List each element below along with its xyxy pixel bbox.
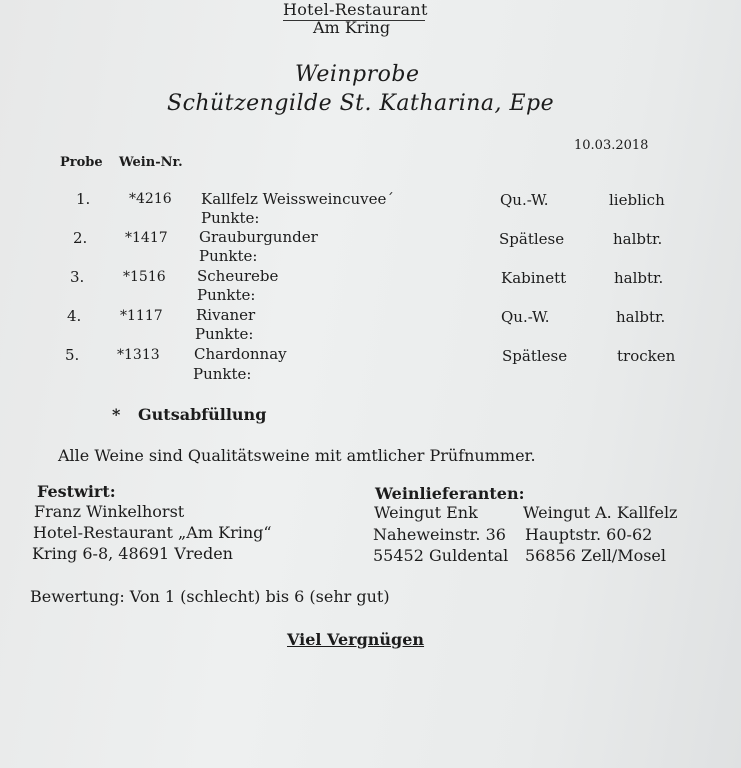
hotel-place: Am Kring	[313, 18, 391, 37]
wine-quality: Qu.-W.	[500, 191, 549, 209]
supplier-1-name: Weingut Enk	[374, 503, 478, 522]
wine-quality: Qu.-W.	[501, 308, 550, 326]
wine-name: Chardonnay	[194, 345, 287, 363]
page-title: Weinprobe	[295, 62, 420, 87]
column-header-wine-number: Wein-Nr.	[119, 155, 183, 170]
supplier-2-street: Hauptstr. 60-62	[525, 525, 653, 544]
wine-name: Kallfelz Weissweincuvee´	[201, 190, 394, 208]
probe-number: 5.	[65, 346, 80, 364]
points-label: Punkte:	[197, 286, 256, 304]
points-label: Punkte:	[201, 209, 260, 227]
wine-name: Scheurebe	[197, 267, 279, 285]
wine-taste: halbtr.	[616, 308, 666, 326]
wine-quality: Spätlese	[499, 230, 565, 248]
wine-quality: Kabinett	[501, 269, 567, 287]
event-date: 10.03.2018	[574, 138, 649, 153]
host-venue: Hotel-Restaurant „Am Kring“	[33, 523, 272, 542]
probe-number: 3.	[70, 268, 85, 286]
host-name: Franz Winkelhorst	[34, 502, 185, 521]
footnote-symbol: *	[112, 405, 121, 424]
hotel-name: Hotel-Restaurant	[283, 0, 428, 19]
wine-name: Rivaner	[196, 306, 256, 324]
wine-taste: halbtr.	[613, 230, 663, 248]
wine-taste: halbtr.	[614, 269, 664, 287]
host-label: Festwirt:	[37, 482, 116, 501]
closing-message: Viel Vergnügen	[287, 630, 425, 649]
suppliers-label: Weinlieferanten:	[375, 484, 525, 503]
probe-number: 2.	[73, 229, 88, 247]
supplier-1-city: 55452 Guldental	[373, 546, 509, 565]
probe-number: 4.	[67, 307, 82, 325]
supplier-2-city: 56856 Zell/Mosel	[525, 546, 667, 565]
supplier-1-street: Naheweinstr. 36	[373, 525, 506, 544]
rating-scale: Bewertung: Von 1 (schlecht) bis 6 (sehr gut)	[30, 587, 390, 606]
page-subtitle: Schützengilde St. Katharina, Epe	[167, 91, 555, 116]
quality-statement: Alle Weine sind Qualitätsweine mit amtlicher Prüfnummer.	[58, 446, 536, 465]
wine-number: *1417	[125, 230, 168, 246]
wine-taste: lieblich	[609, 191, 665, 209]
points-label: Punkte:	[199, 247, 258, 265]
points-label: Punkte:	[193, 365, 252, 383]
column-header-probe: Probe	[60, 155, 103, 170]
wine-name: Grauburgunder	[199, 228, 318, 246]
supplier-2-name: Weingut A. Kallfelz	[523, 503, 678, 522]
wine-number: *4216	[129, 191, 172, 207]
points-label: Punkte:	[195, 325, 254, 343]
wine-number: *1117	[120, 308, 163, 324]
wine-number: *1313	[117, 347, 160, 363]
host-address: Kring 6-8, 48691 Vreden	[32, 544, 233, 563]
wine-taste: trocken	[617, 347, 676, 365]
wine-number: *1516	[123, 269, 166, 285]
wine-quality: Spätlese	[502, 347, 568, 365]
footnote-text: Gutsabfüllung	[138, 405, 267, 424]
probe-number: 1.	[76, 190, 91, 208]
